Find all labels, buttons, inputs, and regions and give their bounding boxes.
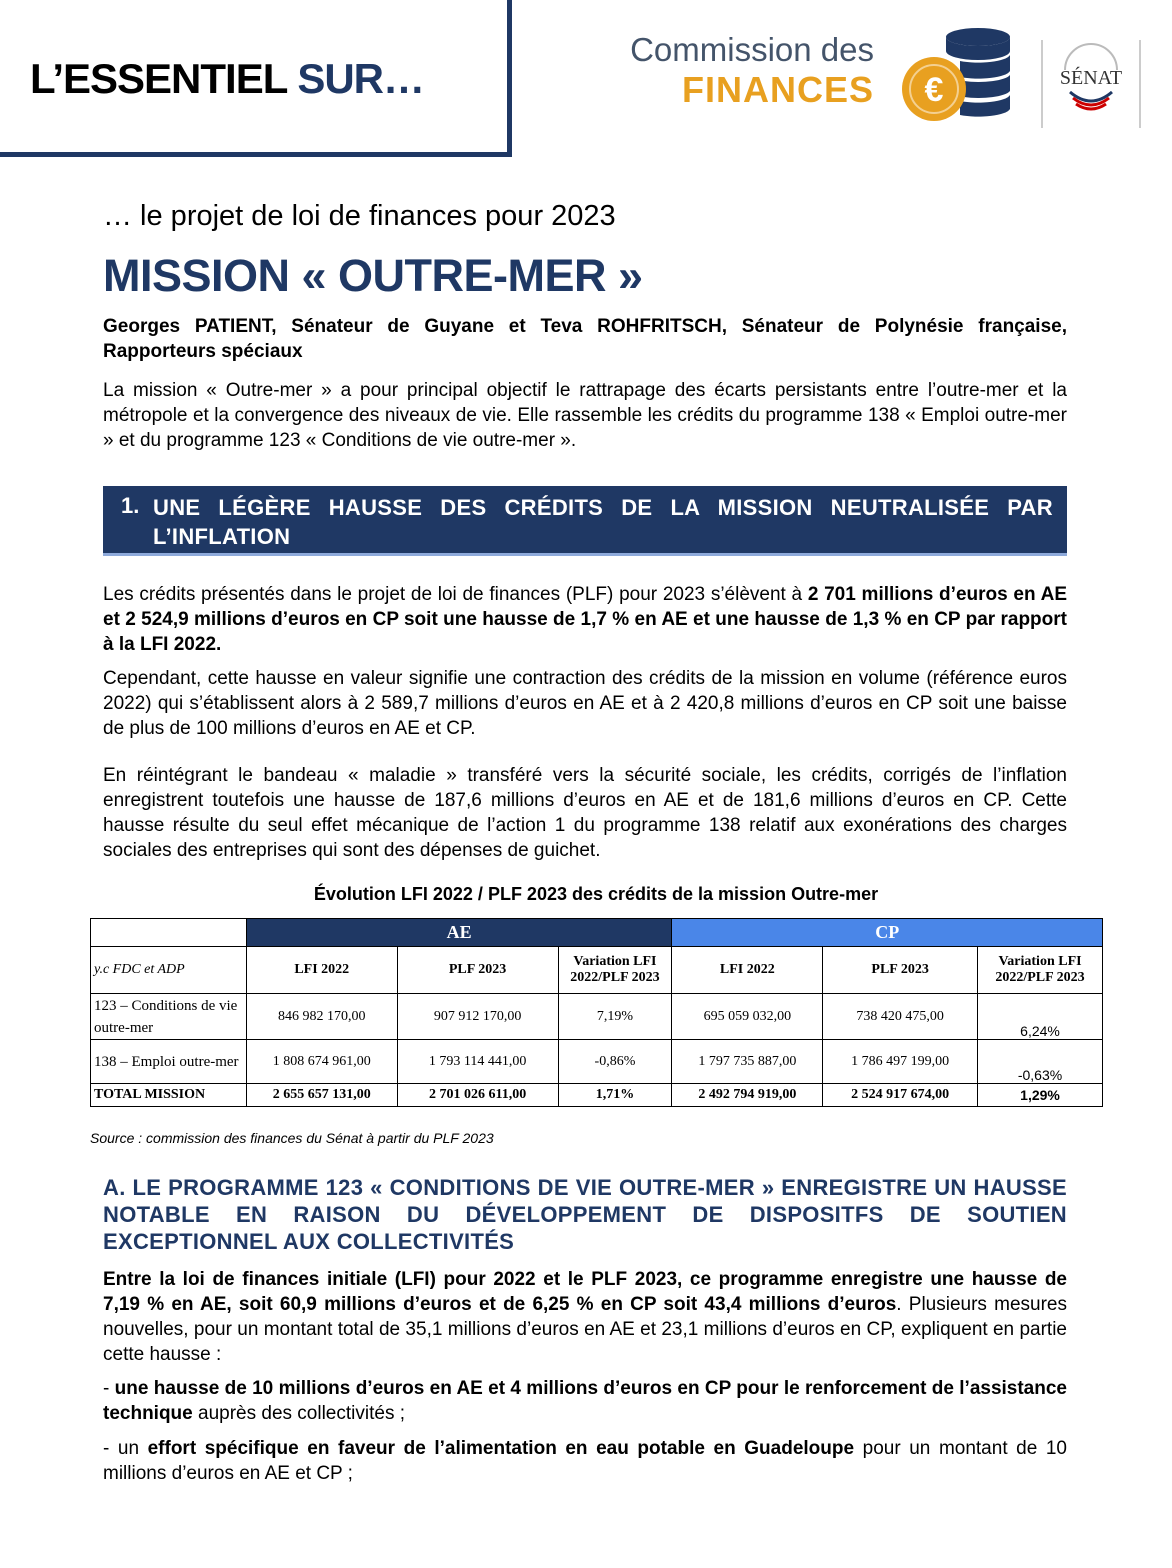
commission-logo-text: [628, 30, 874, 110]
cell: 6,24%: [978, 994, 1103, 1040]
cell: 7,19%: [558, 994, 672, 1040]
cell: 1,71%: [558, 1084, 672, 1107]
bullet-1-bold: une hausse de 10 millions d’euros en AE et 4 millions d’euros en CP pour le renforcement de l’assistance technique: [103, 1378, 1067, 1424]
paragraph-1-text: Les crédits présentés dans le projet de loi de finances (PLF) pour 2023 s’élèvent à: [103, 584, 808, 605]
cell: -0,63%: [978, 1040, 1103, 1084]
table-caption: Évolution LFI 2022 / PLF 2023 des crédits de la mission Outre-mer: [313, 884, 879, 904]
col-ae-var: Variation LFI 2022/PLF 2023: [558, 947, 672, 994]
cell: 1 808 674 961,00: [246, 1040, 397, 1084]
commission-line2: FINANCES: [681, 69, 874, 110]
bullet-2-dash: - un: [103, 1438, 148, 1459]
group-cp-header: CP: [672, 919, 1103, 947]
paragraph-4-bold: Entre la loi de finances initiale (LFI) pour 2022 et le PLF 2023, ce programme enregistre une hausse de 7,19 % en AE, soit 60,9 millions d’euros et de 6,25 % en CP soit 43,4 millions d’euros: [103, 1269, 1067, 1315]
paragraph-4: [103, 1267, 1067, 1367]
doc-title: MISSION « OUTRE-MER »: [103, 250, 643, 301]
bullet-1: [103, 1376, 1067, 1426]
bullet-2: [103, 1436, 1067, 1486]
cell: 695 059 032,00: [672, 994, 823, 1040]
row-label: 123 – Conditions de vie outre-mer: [91, 994, 247, 1040]
cell: 738 420 475,00: [823, 994, 978, 1040]
senat-logo: [1040, 40, 1142, 128]
essentiel-word: L’ESSENTIEL: [30, 55, 287, 102]
paragraph-4-text: . Plusieurs mesures nouvelles, pour un montant total de 35,1 millions d’euros en AE et 23,1 millions d’euros en CP, expliquent en partie cette hausse :: [103, 1294, 1067, 1365]
paragraph-1-bold: 2 701 millions d’euros en AE et 2 524,9 millions d’euros en CP soit une hausse de 1,7 % en AE et une hausse de 1,3 % en CP par rapport à la LFI 2022.: [103, 584, 1067, 655]
cell: 2 524 917 674,00: [823, 1084, 978, 1107]
bullet-1-text: auprès des collectivités ;: [192, 1403, 405, 1424]
cell: 2 655 657 131,00: [246, 1084, 397, 1107]
cell: 846 982 170,00: [246, 994, 397, 1040]
intro-paragraph: La mission « Outre-mer » a pour principal objectif le rattrapage des écarts persistants entre l’outre-mer et la métropole et la convergence des niveaux de vie. Elle rassemble les crédits du programme 138 « Emploi outre-mer » et du programme 123 « Conditions de vie outre-mer ».: [103, 380, 1067, 451]
cell: 1,29%: [978, 1084, 1103, 1107]
section-1-header: [103, 486, 1067, 556]
senat-label: SÉNAT: [1059, 67, 1123, 89]
col-cp-var: Variation LFI 2022/PLF 2023: [978, 947, 1103, 994]
bullet-2-bold: effort spécifique en faveur de l’alimentation en eau potable en Guadeloupe: [147, 1438, 855, 1459]
cell: 1 786 497 199,00: [823, 1040, 978, 1084]
paragraph-1: [103, 582, 1067, 657]
cell: 907 912 170,00: [397, 994, 558, 1040]
group-ae-header: AE: [246, 919, 672, 947]
section-1-number: 1.: [121, 493, 140, 518]
empty-corner-cell: [91, 919, 247, 947]
table-row-total: [91, 1084, 1103, 1107]
section-1-title: UNE LÉGÈRE HAUSSE DES CRÉDITS DE LA MISSION NEUTRALISÉE PAR L’INFLATION: [153, 495, 1053, 549]
paragraph-3: En réintégrant le bandeau « maladie » transféré vers la sécurité sociale, les crédits, corrigés de l’inflation enregistrent toutefois une hausse de 187,6 millions d’euros en AE et de 181,6 millions d’euros en CP. Cette hausse résulte du seul effet mécanique de l’action 1 du programme 138 relatif aux exonérations des charges sociales des entreprises qui sont des dépenses de guichet.: [103, 765, 1067, 861]
euro-coins-icon: [898, 25, 1013, 125]
bullet-1-dash: -: [103, 1378, 115, 1399]
cell: 1 793 114 441,00: [397, 1040, 558, 1084]
doc-subtitle: … le projet de loi de finances pour 2023: [103, 200, 616, 232]
row-label: 138 – Emploi outre-mer: [91, 1040, 247, 1084]
sur-word: SUR…: [297, 55, 424, 102]
cell: -0,86%: [558, 1040, 672, 1084]
col-ae-plf: PLF 2023: [397, 947, 558, 994]
svg-text:€: €: [924, 71, 944, 109]
essentiel-title: [30, 55, 424, 103]
commission-line1: Commission des: [630, 31, 874, 68]
table-column-header-row: [91, 947, 1103, 994]
authors: Georges PATIENT, Sénateur de Guyane et Teva ROHFRITSCH, Sénateur de Polynésie française, Rapporteurs spéciaux: [103, 316, 1067, 362]
col-cp-plf: PLF 2023: [823, 947, 978, 994]
table-row: [91, 1040, 1103, 1084]
table-group-header-row: [91, 919, 1103, 947]
paragraph-2: Cependant, cette hausse en valeur signifie une contraction des crédits de la mission en volume (référence euros 2022) qui s’établissent alors à 2 589,7 millions d’euros en AE et à 2 420,8 millions d’euros en CP soit une baisse de plus de 100 millions d’euros en AE et CP.: [103, 668, 1067, 739]
col-cp-lfi: LFI 2022: [672, 947, 823, 994]
table-row: [91, 994, 1103, 1040]
row-header-label: y.c FDC et ADP: [91, 947, 247, 994]
cell: 1 797 735 887,00: [672, 1040, 823, 1084]
table-source: Source : commission des finances du Sénat à partir du PLF 2023: [90, 1130, 494, 1146]
row-label: TOTAL MISSION: [91, 1084, 247, 1107]
col-ae-lfi: LFI 2022: [246, 947, 397, 994]
cell: 2 701 026 611,00: [397, 1084, 558, 1107]
bullet-2-text: pour un montant de 10 millions d’euros en AE et CP ;: [103, 1438, 1067, 1484]
credits-table: [90, 918, 1103, 1107]
cell: 2 492 794 919,00: [672, 1084, 823, 1107]
subsection-a-title: A. LE PROGRAMME 123 « CONDITIONS DE VIE OUTRE-MER » ENREGISTRE UN HAUSSE NOTABLE EN RAISON DU DÉVELOPPEMENT DE DISPOSITFS DE SOUTIEN EXCEPTIONNEL AUX COLLECTIVITÉS: [103, 1175, 1067, 1254]
